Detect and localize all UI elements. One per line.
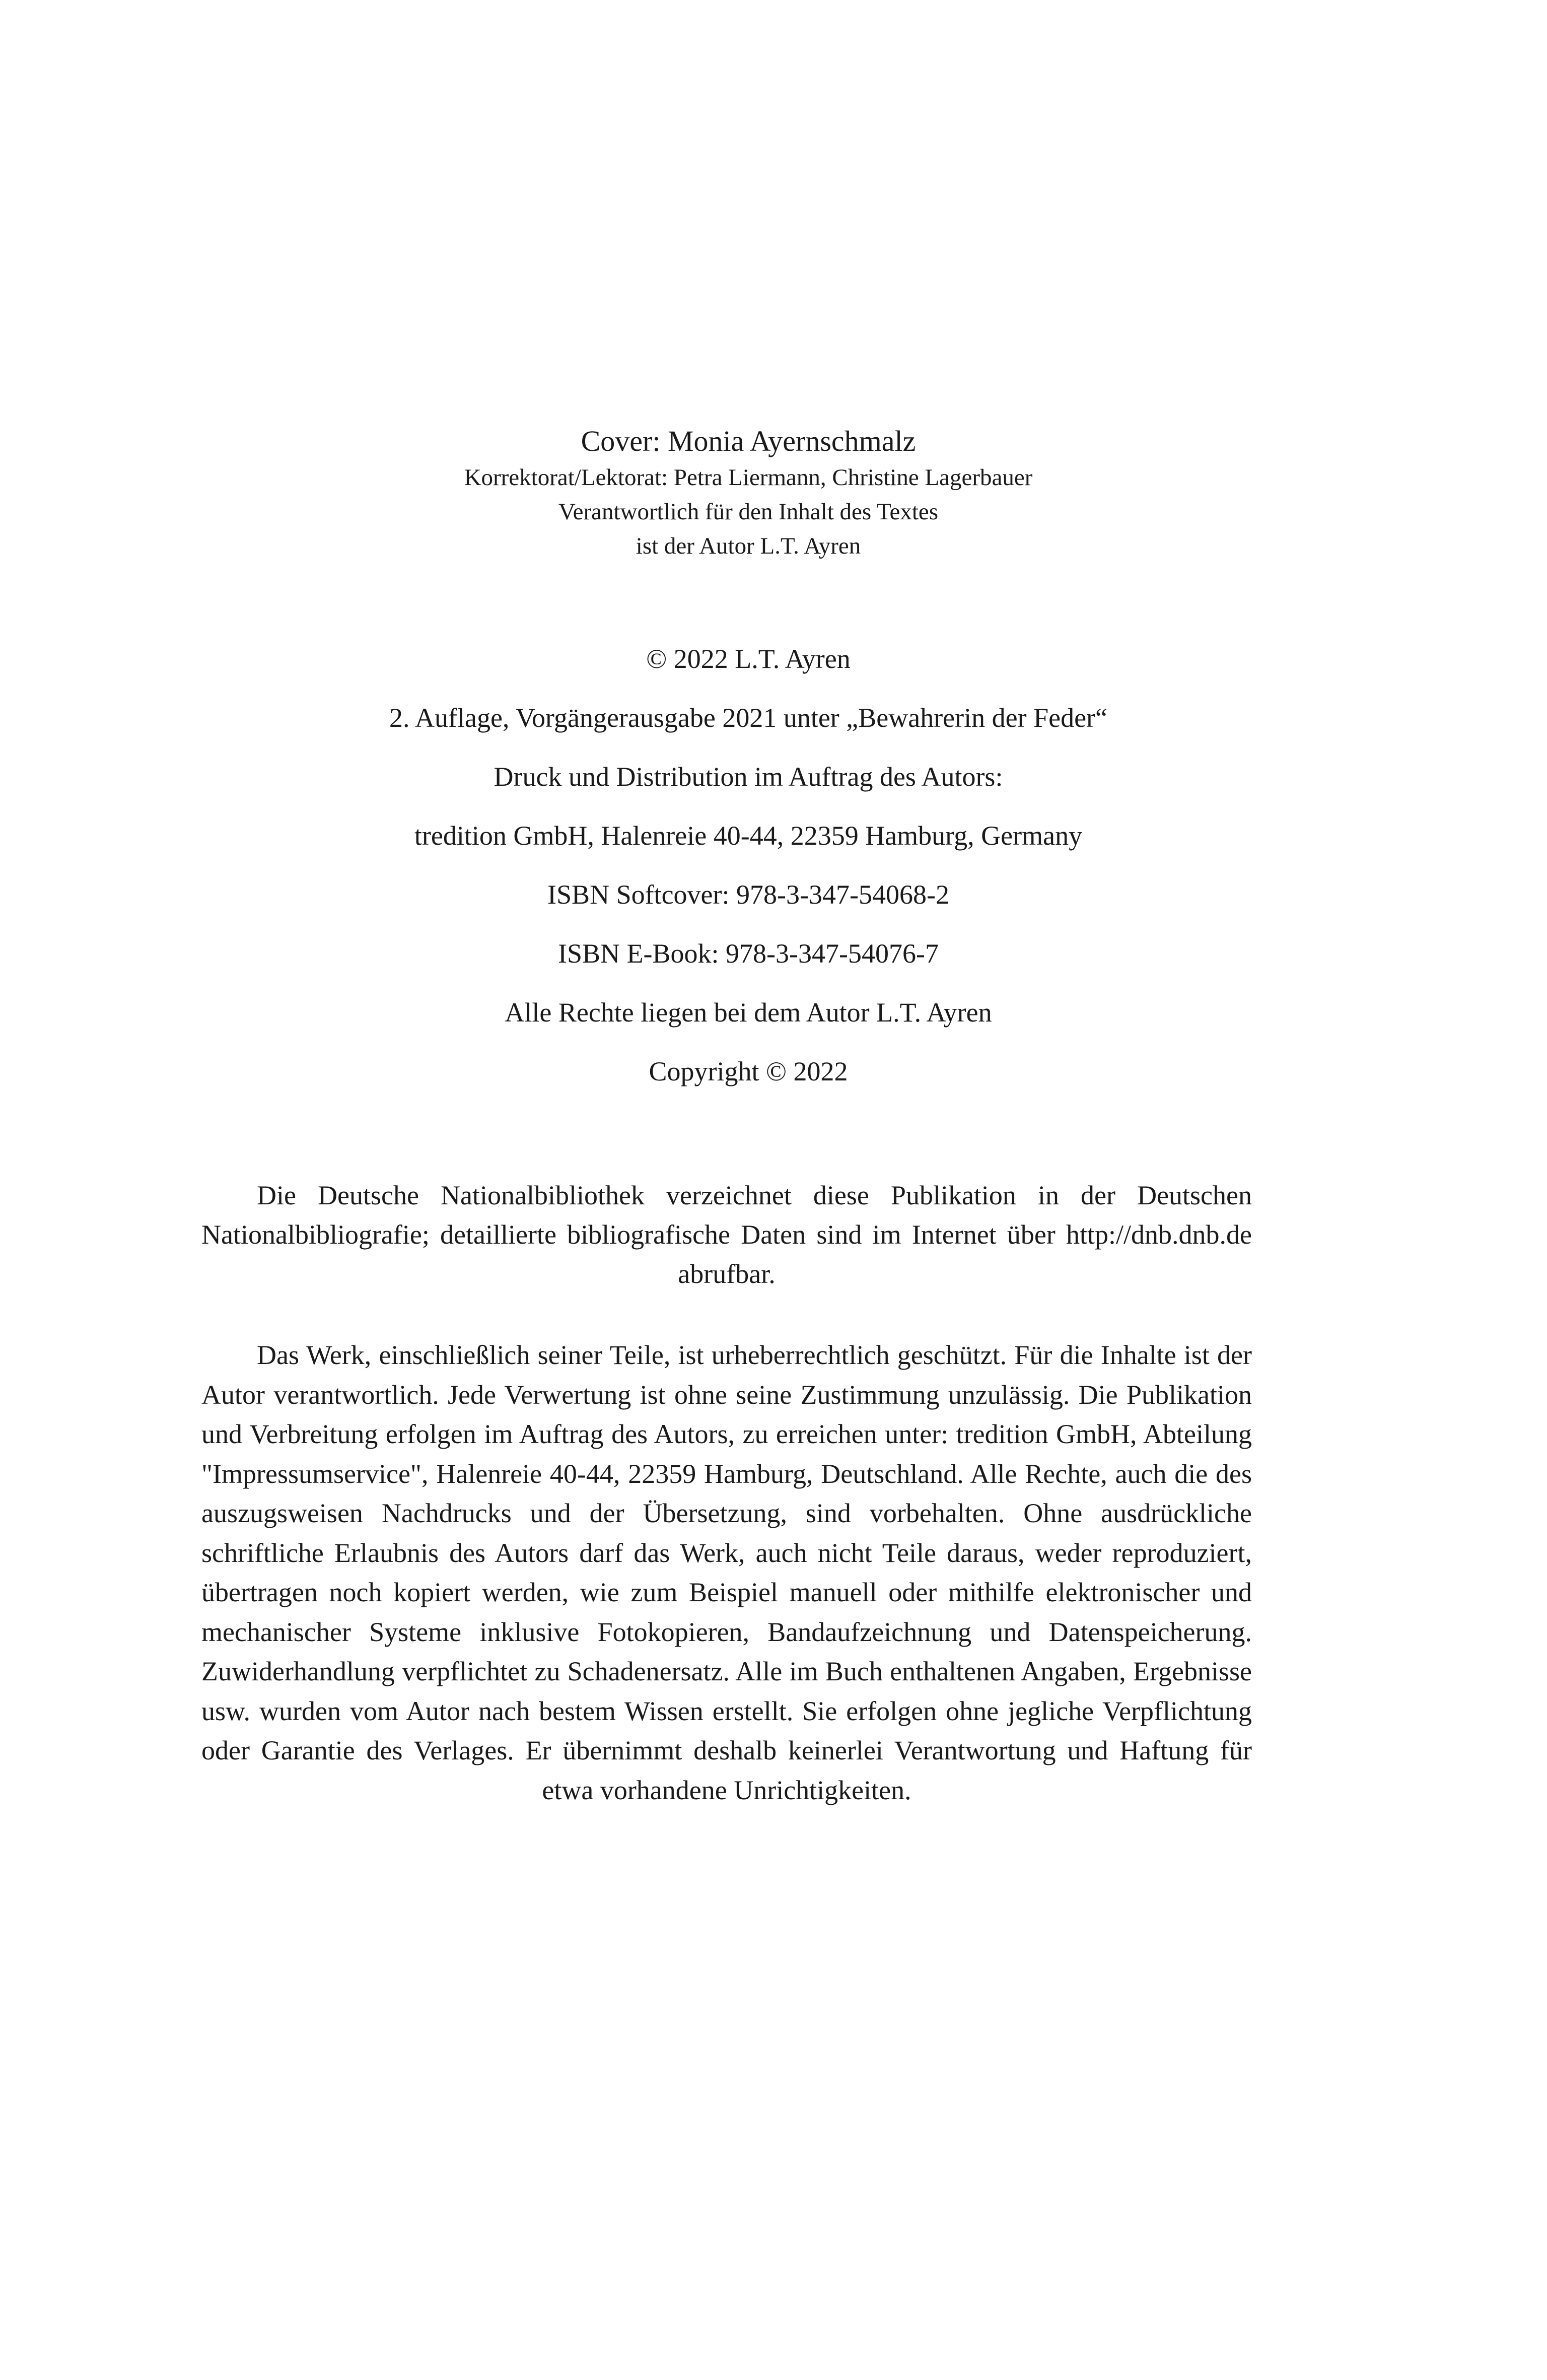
copyright-author: © 2022 L.T. Ayren — [646, 644, 851, 674]
lektorat-credit: Korrektorat/Lektorat: Petra Liermann, Christine Lagerbauer — [464, 464, 1033, 491]
copyright-year: Copyright © 2022 — [649, 1056, 848, 1086]
legal-notice: Das Werk, einschließlich seiner Teile, ist urheberrechtlich geschützt. Für die Inhalte ist der Autor verantwortlich. Jede Verwertung ist ohne seine Zustimmung unzulässig. Die Publikation und Verbreitung erfolgen im Auftrag des Autors, zu erreichen unter: tredition GmbH, Abteilung "Impressumservice", Halenreie 40-44, 22359 Hamburg, Deutschland. Alle Rechte, auch die des auszugsweisen Nachdrucks und der Übersetzung, sind vorbehalten. Ohne ausdrückliche schriftliche Erlaubnis des Autors darf das Werk, auch nicht Teile daraus, weder reproduziert, übertragen noch kopiert werden, wie zum Beispiel manuell oder mithilfe elektronischer und mechanischer Systeme inklusive Fotokopieren, Bandaufzeichnung und Datenspeicherung. Zuwiderhandlung verpflichtet zu Schadenersatz. Alle im Buch enthaltenen Angaben, Ergebnisse usw. wurden vom Autor nach bestem Wissen erstellt. Sie erfolgen ohne jegliche Verpflichtung oder Garantie des Verlages. Er übernimmt deshalb keinerlei Verantwortung und Haftung für etwa vorhandene Unrichtigkeiten. — [201, 1340, 1252, 1805]
publisher-address: tredition GmbH, Halenreie 40-44, 22359 Hamburg, Germany — [414, 821, 1083, 851]
print-distribution: Druck und Distribution im Auftrag des Autors: — [494, 762, 1003, 792]
isbn-softcover: ISBN Softcover: 978-3-347-54068-2 — [547, 879, 949, 910]
dnb-notice: Die Deutsche Nationalbibliothek verzeichnet diese Publikation in der Deutschen Nationalbibliografie; detaillierte bibliografische Daten sind im Internet über http://dnb.dnb.de abrufbar. — [201, 1180, 1252, 1289]
isbn-ebook: ISBN E-Book: 978-3-347-54076-7 — [558, 938, 939, 969]
rights-statement: Alle Rechte liegen bei dem Autor L.T. Ayren — [505, 997, 992, 1028]
edition-line: 2. Auflage, Vorgängerausgabe 2021 unter „Bewahrerin der Feder“ — [389, 703, 1108, 733]
cover-credit: Cover: Monia Ayernschmalz — [581, 425, 916, 457]
responsibility-line-2: ist der Autor L.T. Ayren — [636, 533, 861, 559]
publication-info — [245, 640, 1252, 1111]
credits-block — [245, 422, 1252, 563]
responsibility-line-1: Verantwortlich für den Inhalt des Textes — [558, 499, 939, 525]
